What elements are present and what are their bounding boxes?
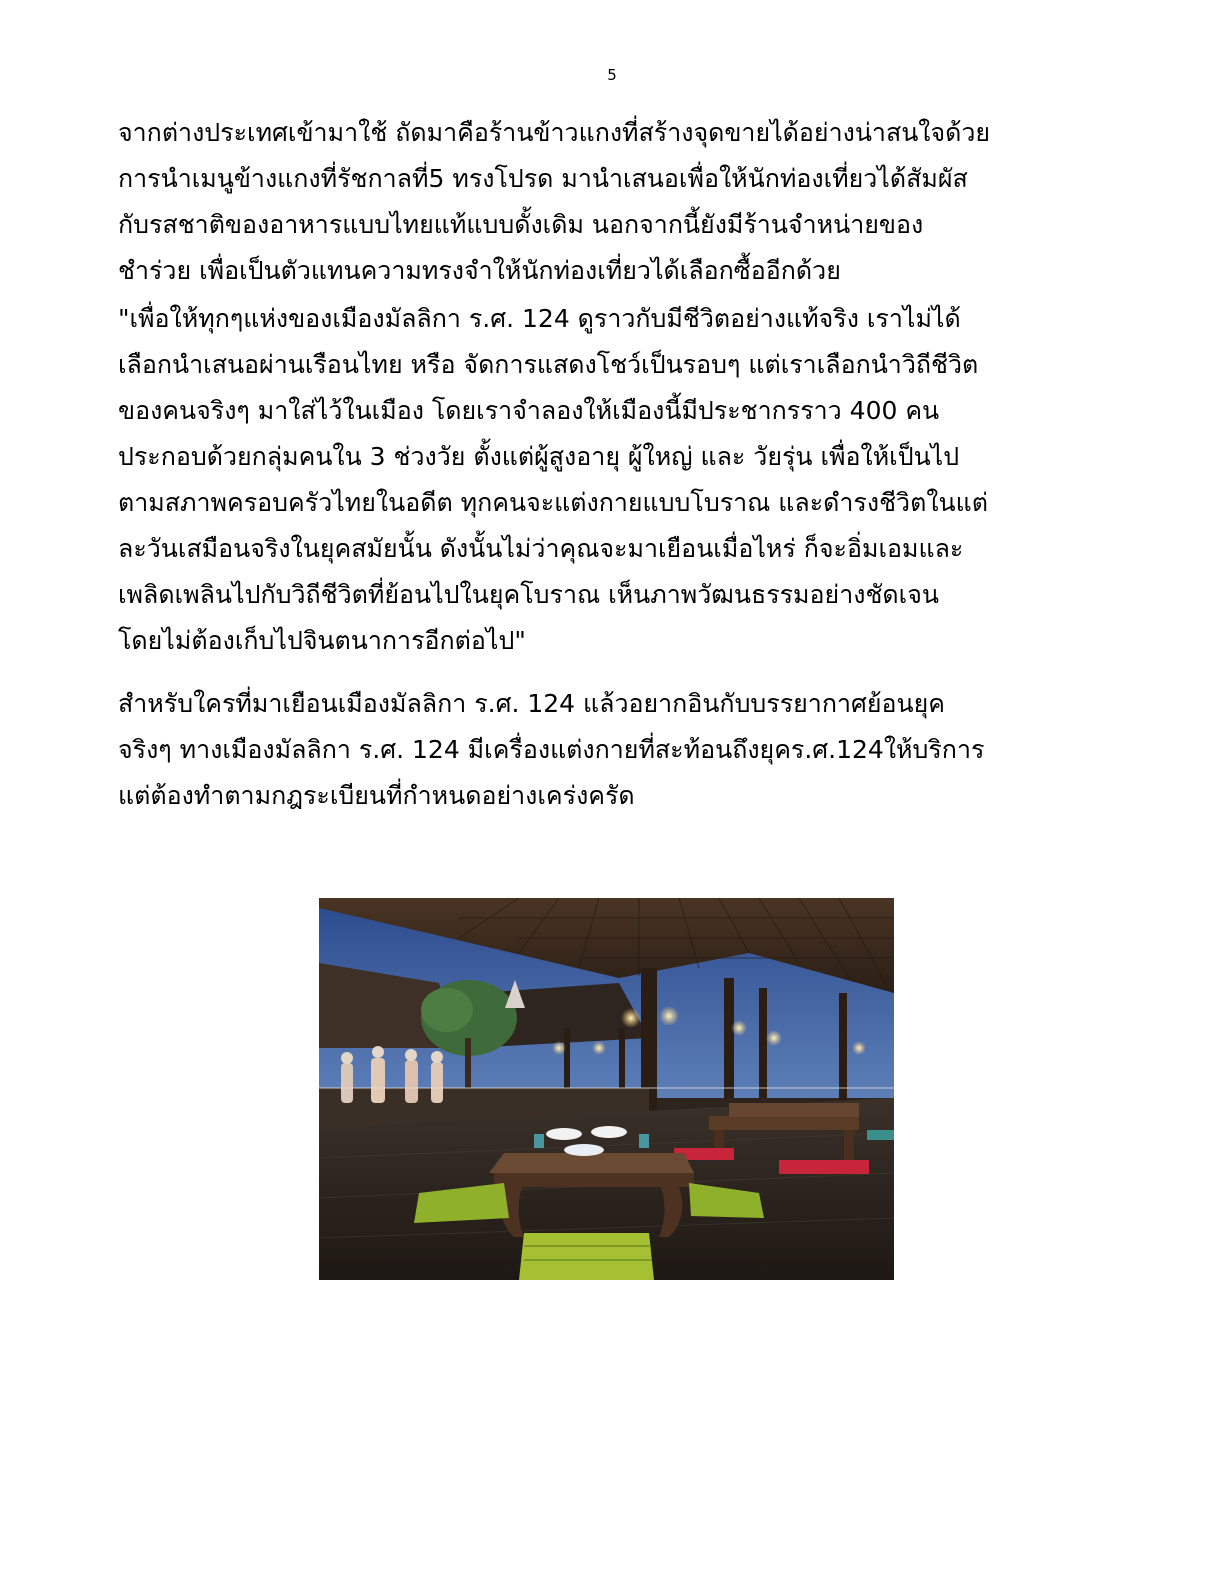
paragraph-line: ละวันเสมือนจริงในยุคสมัยนั้น ดังนั้นไม่ว่าคุณจะมาเยือนเมื่อไหร่ ก็จะอิ่มเอมและ <box>118 534 964 563</box>
paragraph-line: ตามสภาพครอบครัวไทยในอดีต ทุกคนจะแต่งกายแบบโบราณ และดำรงชีวิตในแต่ <box>118 488 988 517</box>
page-number: 5 <box>607 66 617 84</box>
lamp <box>659 1006 679 1026</box>
tree <box>421 988 473 1032</box>
floor-cushion <box>867 1130 894 1140</box>
paragraph-line: เลือกนำเสนอผ่านเรือนไทย หรือ จัดการแสดงโชว์เป็นรอบๆ แต่เราเลือกนำวิถีชีวิต <box>118 350 979 379</box>
paragraph-line: กับรสชาติของอาหารแบบไทยแท้แบบดั้งเดิม นอกจากนี้ยังมีร้านจำหน่ายของ <box>118 210 924 239</box>
paragraph-line: สำหรับใครที่มาเยือนเมืองมัลลิกา ร.ศ. 124 แล้วอยากอินกับบรรยากาศย้อนยุค <box>118 689 946 718</box>
floor-cushion <box>779 1160 869 1174</box>
paragraph-line: โดยไม่ต้องเก็บไปจินตนาการอีกต่อไป" <box>118 626 526 655</box>
paragraph-line: ประกอบด้วยกลุ่มคนใน 3 ช่วงวัย ตั้งแต่ผู้สูงอายุ ผู้ใหญ่ และ วัยรุ่น เพื่อให้เป็นไป <box>118 442 960 471</box>
lamp <box>731 1020 747 1036</box>
paragraph-line: จริงๆ ทางเมืองมัลลิกา ร.ศ. 124 มีเครื่องแต่งกายที่สะท้อนถึงยุคร.ศ.124ให้บริการ <box>118 735 985 764</box>
lamp <box>766 1030 782 1046</box>
paragraph-quote-way-of-life <box>118 296 1108 664</box>
lamp <box>552 1041 566 1055</box>
paragraph-line: ของคนจริงๆ มาใส่ไว้ในเมือง โดยเราจำลองให้เมืองนี้มีประชากรราว 400 คน <box>118 396 940 425</box>
lamp <box>852 1041 866 1055</box>
paragraph-line: จากต่างประเทศเข้ามาใช้ ถัดมาคือร้านข้าวแกงที่สร้างจุดขายได้อย่างน่าสนใจด้วย <box>118 118 991 147</box>
paragraph-line: ชำร่วย เพื่อเป็นตัวแทนความทรงจำให้นักท่องเที่ยวได้เลือกซื้ออีกด้วย <box>118 256 841 285</box>
paragraph-line: การนำเมนูข้างแกงที่รัชกาลที่5 ทรงโปรด มานำเสนอเพื่อให้นักท่องเที่ยวได้สัมผัส <box>118 164 968 193</box>
paragraph-line: แต่ต้องทำตามกฎระเบียนที่กำหนดอย่างเคร่งครัด <box>118 781 635 810</box>
paragraph-line: "เพื่อให้ทุกๆแห่งของเมืองมัลลิกา ร.ศ. 124 ดูราวกับมีชีวิตอย่างแท้จริง เราไม่ได้ <box>118 304 961 333</box>
pillar <box>759 988 767 1098</box>
pillar <box>839 993 847 1103</box>
paragraph-costume-rental <box>118 681 1108 819</box>
paragraph-line: เพลิดเพลินไปกับวิถีชีวิตที่ย้อนไปในยุคโบราณ เห็นภาพวัฒนธรรมอย่างชัดเจน <box>118 580 939 609</box>
lamp <box>592 1041 606 1055</box>
lamp <box>621 1008 641 1028</box>
pillar <box>724 978 734 1098</box>
paragraph-restaurant-and-souvenirs <box>118 110 1108 294</box>
floor-cushion <box>519 1233 654 1280</box>
restaurant-pavilion-photo <box>319 898 894 1280</box>
